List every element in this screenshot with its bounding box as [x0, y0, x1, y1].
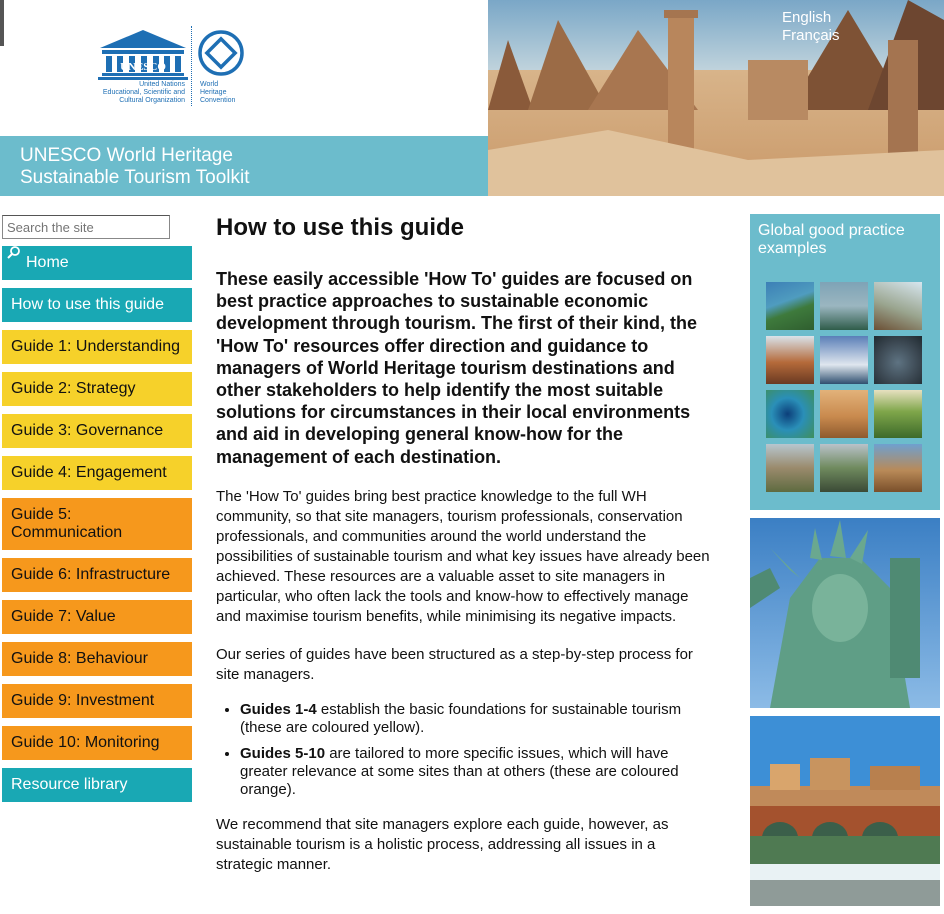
nav-item-how-to-use[interactable]: How to use this guide: [2, 288, 192, 322]
nav-item-guide-2[interactable]: Guide 2: Strategy: [2, 372, 192, 406]
unesco-org-name: United Nations Educational, Scientific and Cultural Organization: [102, 81, 185, 104]
lang-francais-link[interactable]: Français: [782, 27, 840, 44]
unesco-wordmark: UNESCO: [120, 61, 166, 73]
body-paragraph-1: The 'How To' guides bring best practice knowledge to the full WH community, so that site managers, tourism professionals, conservation professionals, and communities around the world understand the possibilities of sustainable tourism and what key issues have already been achieved. These resources are a valuable asset to site managers in particular, who often lack the tools and know-how to effectively manage and maximise tourism benefits, while minimising its negative impacts.: [216, 487, 710, 625]
site-header: [0, 0, 944, 196]
nav-item-guide-5[interactable]: Guide 5: Communication: [2, 498, 192, 550]
nav-item-guide-3[interactable]: Guide 3: Governance: [2, 414, 192, 448]
list-item: • Guides 5-10 are tailored to more specific issues, which will have greater relevance at some sites than at others (these are coloured orange).: [240, 745, 716, 799]
nav-item-guide-9[interactable]: Guide 9: Investment: [2, 684, 192, 718]
nav-item-resource-library[interactable]: Resource library: [2, 768, 192, 802]
main-content: [216, 212, 716, 875]
whc-name: World Heritage Convention: [200, 81, 236, 104]
good-practice-thumbnail[interactable]: [766, 336, 814, 384]
body-paragraph-2: Our series of guides have been structured as a step-by-step process for site managers.: [216, 645, 693, 683]
nav-item-guide-10[interactable]: Guide 10: Monitoring: [2, 726, 192, 760]
search-icon[interactable]: [6, 245, 22, 261]
lang-english-link[interactable]: English: [782, 9, 832, 26]
good-practice-thumbnail[interactable]: [820, 336, 868, 384]
good-practice-thumbnail[interactable]: [820, 390, 868, 438]
lead-paragraph: These easily accessible 'How To' guides are focused on best practice approaches to sustainable economic development through tourism. The first of their kind, the 'How To' resources offer direction and guidance to managers of World Heritage tourism destinations and other stakeholders to help identify the most suitable solutions for circumstances in their local environments and aid in developing general know-how for the management of each destination.: [216, 269, 698, 467]
logo-area: [0, 0, 488, 136]
good-practice-thumbnail[interactable]: [766, 390, 814, 438]
world-heritage-emblem[interactable]: [198, 30, 244, 76]
good-practice-thumbnail[interactable]: [874, 390, 922, 438]
good-practice-thumbnail[interactable]: [874, 444, 922, 492]
good-practice-thumbnail[interactable]: [874, 282, 922, 330]
header-corner-strip: [0, 0, 4, 46]
site-title-bar[interactable]: [0, 136, 488, 196]
nav-item-guide-4[interactable]: Guide 4: Engagement: [2, 456, 192, 490]
good-practice-thumbnail[interactable]: [766, 444, 814, 492]
good-practice-thumbnail[interactable]: [874, 336, 922, 384]
body-paragraph-3: We recommend that site managers explore each guide, however, as sustainable tourism is a holistic process, addressing all issues in a strategic manner.: [216, 815, 669, 873]
good-practice-title: Global good practice examples: [758, 222, 905, 257]
list-item: • Guides 1-4 establish the basic foundations for sustainable tourism (these are coloured yellow).: [240, 701, 716, 737]
good-practice-thumbnail[interactable]: [766, 282, 814, 330]
header-photo-pyramids: [488, 0, 944, 196]
nav-item-guide-6[interactable]: Guide 6: Infrastructure: [2, 558, 192, 592]
nav-item-home[interactable]: Home: [2, 246, 192, 280]
nav-item-guide-8[interactable]: Guide 8: Behaviour: [2, 642, 192, 676]
search-input[interactable]: [2, 215, 170, 239]
logo-divider: [191, 26, 192, 106]
good-practice-thumbnail[interactable]: [820, 444, 868, 492]
good-practice-thumbnail[interactable]: [820, 282, 868, 330]
site-title-line1: UNESCO World Heritage: [20, 145, 233, 166]
nav-item-guide-7[interactable]: Guide 7: Value: [2, 600, 192, 634]
language-switcher: [782, 9, 840, 45]
guide-groups-list: [216, 701, 716, 799]
site-title-line2: Sustainable Tourism Toolkit: [20, 167, 250, 188]
statue-of-liberty-photo[interactable]: [750, 518, 940, 708]
bridge-city-photo[interactable]: [750, 716, 940, 906]
page-title: How to use this guide: [216, 214, 465, 241]
nav-item-guide-1[interactable]: Guide 1: Understanding: [2, 330, 192, 364]
